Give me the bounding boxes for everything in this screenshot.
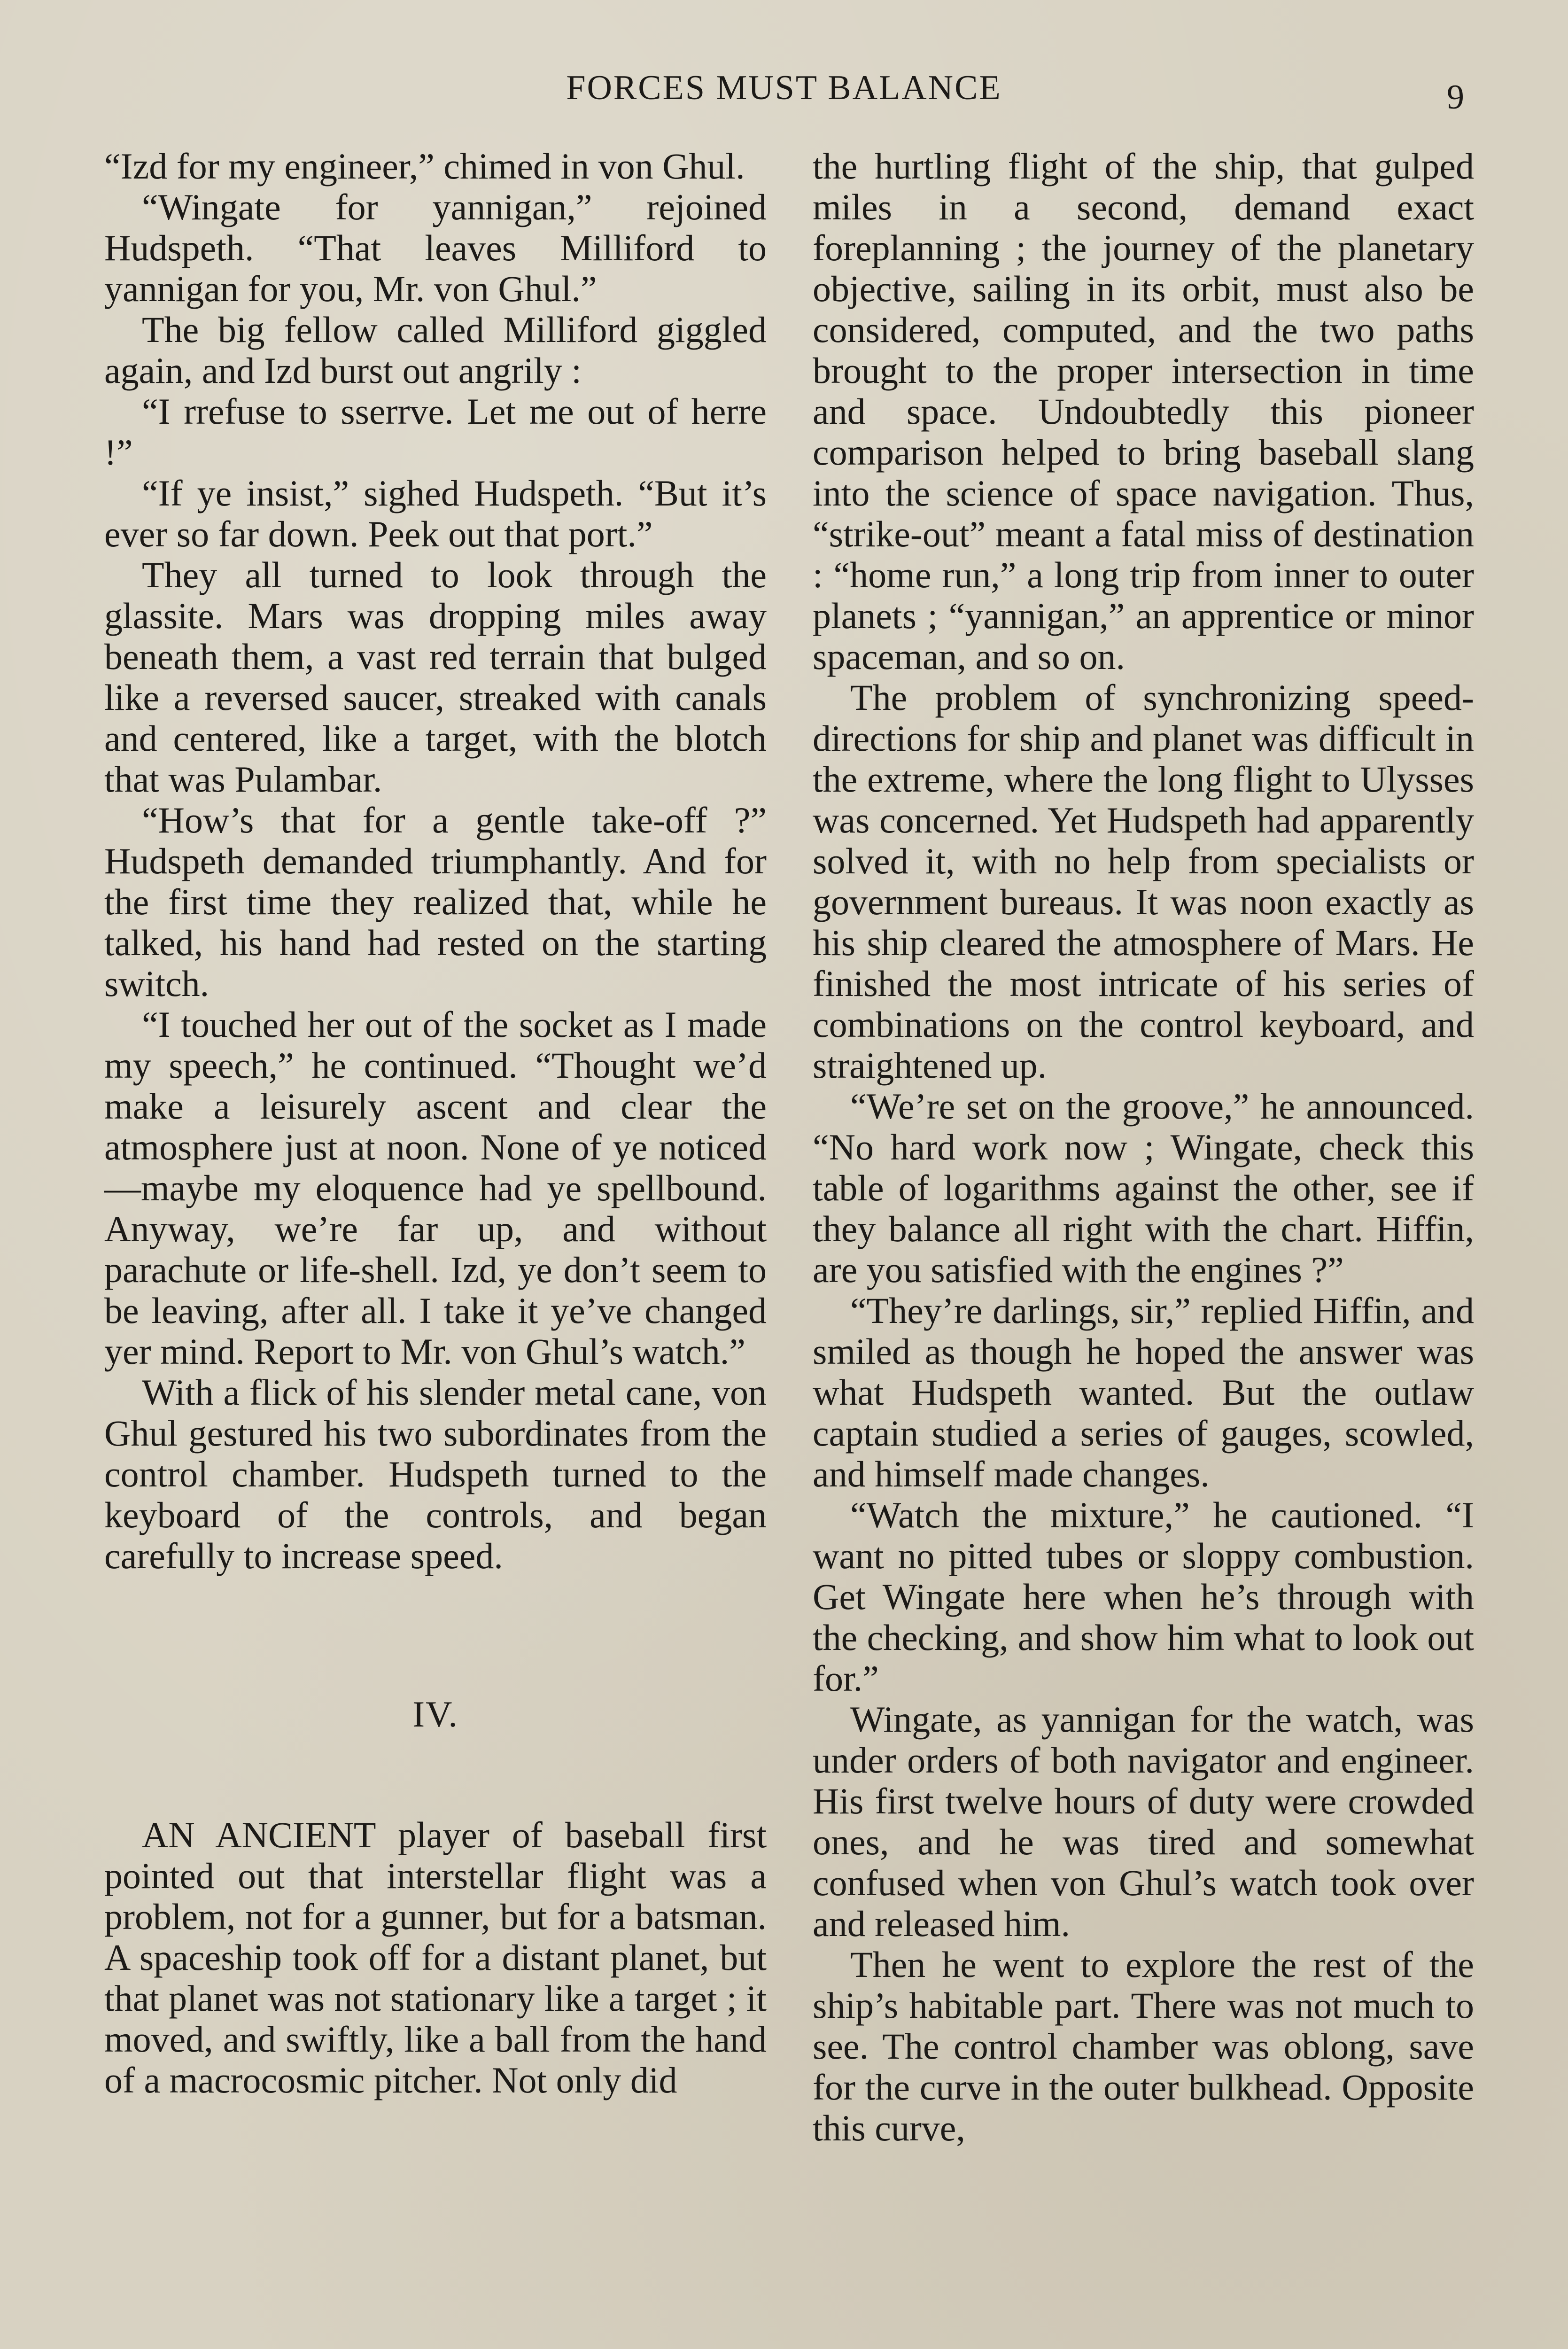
paragraph: “They’re darlings, sir,” replied Hiffin, and smiled as though he hoped the answer was what Hudspeth wanted. But the outlaw captain studied a series of gauges, scowled, and himself made changes.: [813, 1290, 1474, 1494]
right-column: [813, 146, 1474, 2148]
paragraph: The big fellow called Milliford giggled again, and Izd burst out angrily :: [104, 309, 767, 391]
paragraph: They all turned to look through the glassite. Mars was dropping miles away beneath them, a vast red terrain that bulged like a reversed saucer, streaked with canals and centered, like a target, with the blotch that was Pulambar.: [104, 554, 767, 800]
paragraph: With a flick of his slender metal cane, von Ghul gestured his two subordinates from the control chamber. Hudspeth turned to the keyboard of the controls, and began carefully to increase speed.: [104, 1372, 767, 1576]
paragraph: “I rrefuse to sserrve. Let me out of herre !”: [104, 391, 767, 473]
left-column: [104, 146, 767, 2100]
paragraph: “I touched her out of the socket as I made my speech,” he continued. “Thought we’d make a leisurely ascent and clear the atmosphere just at noon. None of ye noticed—maybe my eloquence had ye spellbound. Anyway, we’re far up, and without parachute or life-shell. Izd, ye don’t seem to be leaving, after all. I take it ye’ve changed yer mind. Report to Mr. von Ghul’s watch.”: [104, 1004, 767, 1372]
paragraph: “Watch the mixture,” he cautioned. “I want no pitted tubes or sloppy combustion. Get Wingate here when he’s through with the checking, and show him what to look out for.”: [813, 1494, 1474, 1699]
paragraph: “How’s that for a gentle take-off ?” Hudspeth demanded triumphantly. And for the first time they realized that, while he talked, his hand had rested on the starting switch.: [104, 800, 767, 1004]
paragraph: Then he went to explore the rest of the ship’s habitable part. There was not much to see. The control chamber was oblong, save for the curve in the outer bulkhead. Opposite this curve,: [813, 1944, 1474, 2148]
paragraph: “Wingate for yannigan,” rejoined Hudspeth. “That leaves Milliford to yannigan for you, Mr. von Ghul.”: [104, 187, 767, 309]
paragraph: “Izd for my engineer,” chimed in von Ghul.: [104, 146, 745, 187]
paragraph: Wingate, as yannigan for the watch, was under orders of both navigator and engineer. His first twelve hours of duty were crowded ones, and he was tired and somewhat confused when von Ghul’s watch took over and released him.: [813, 1699, 1474, 1944]
paragraph: AN ANCIENT player of baseball first pointed out that interstellar flight was a problem, not for a gunner, but for a batsman. A spaceship took off for a distant planet, but that planet was not stationary like a target ; it moved, and swiftly, like a ball from the hand of a macrocosmic pitcher. Not only did: [104, 1814, 767, 2100]
paragraph: “If ye insist,” sighed Hudspeth. “But it’s ever so far down. Peek out that port.”: [104, 473, 767, 554]
page-number: 9: [1447, 78, 1464, 117]
paragraph: the hurtling flight of the ship, that gulped miles in a second, demand exact foreplanning ; the journey of the planetary objective, sailing in its orbit, must also be considered, computed, and the two paths brought to the proper intersection in time and space. Undoubtedly this pioneer comparison helped to bring baseball slang into the science of space navigation. Thus, “strike-out” meant a fatal miss of destination : “home run,” a long trip from inner to outer planets ; “yannigan,” an apprentice or minor spaceman, and so on.: [813, 146, 1474, 677]
paragraph: The problem of synchronizing speed-directions for ship and planet was difficult in the extreme, where the long flight to Ulysses was concerned. Yet Hudspeth had apparently solved it, with no help from specialists or government bureaus. It was noon exactly as his ship cleared the atmosphere of Mars. He finished the most intricate of his series of combinations on the control keyboard, and straightened up.: [813, 677, 1474, 1086]
paragraph: “We’re set on the groove,” he announced. “No hard work now ; Wingate, check this table of logarithms against the other, see if they balance all right with the chart. Hiffin, are you satisfied with the engines ?”: [813, 1086, 1474, 1290]
running-title: FORCES MUST BALANCE: [566, 69, 1002, 107]
section-heading: IV.: [412, 1694, 458, 1735]
